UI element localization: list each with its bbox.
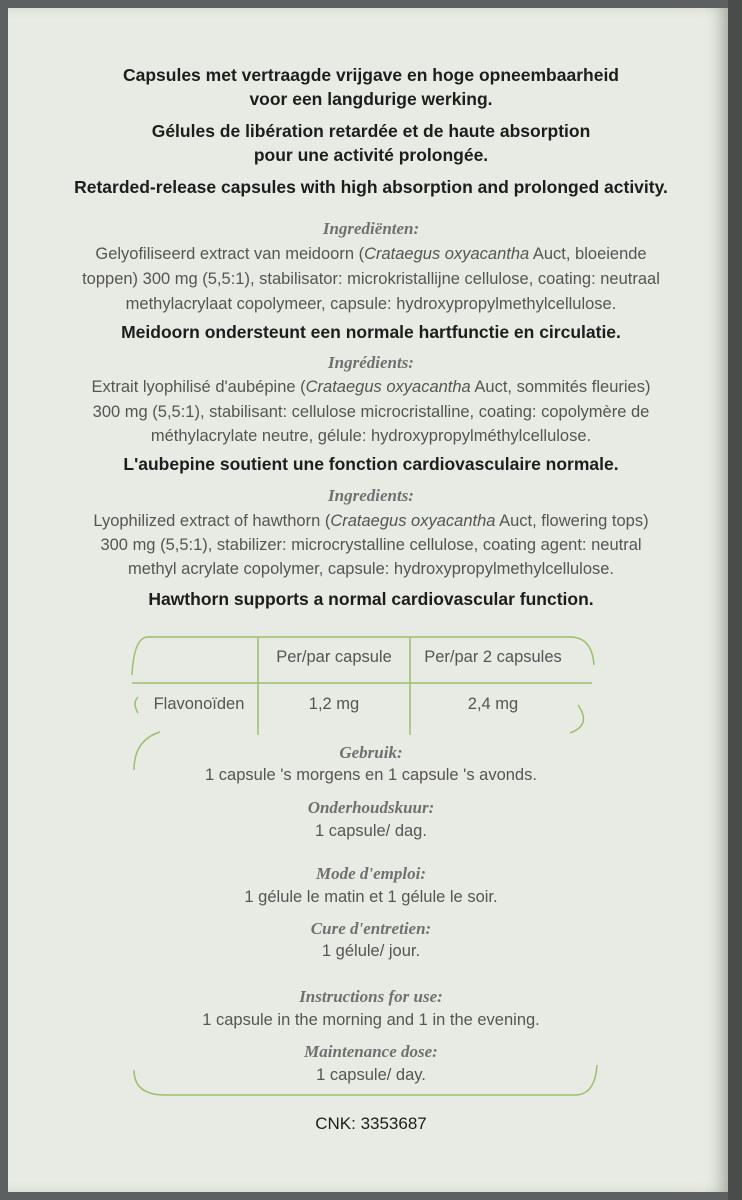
usage-fr-text: 1 gélule le matin et 1 gélule le soir.	[244, 888, 498, 906]
en-ingredients-line3: methyl acrylate copolymer, capsule: hydroxypropylmethylcellulose.	[127, 560, 615, 578]
en-ingredients-line2: 300 mg (5,5:1), stabilizer: microcrystalline cellulose, coating agent: neutral	[100, 536, 642, 554]
maintenance-fr-text: 1 gélule/ jour.	[321, 942, 421, 960]
fr-ingredients-line1: Extrait lyophilisé d'aubépine (Crataegus oxyacantha Auct, sommités fleuries)	[91, 378, 651, 396]
table-header-per-2-capsules: Per/par 2 capsules	[424, 648, 562, 666]
en-claim: Hawthorn supports a normal cardiovascular function.	[148, 589, 594, 609]
nl-ingredients-line2: toppen) 300 mg (5,5:1), stabilisator: microkristallijne cellulose, coating: neutraal	[82, 270, 660, 288]
intro-en-line1: Retarded-release capsules with high absorption and prolonged activity.	[74, 177, 668, 197]
maintenance-nl-heading: Onderhoudskuur:	[307, 798, 435, 817]
intro-nl-line1: Capsules met vertraagde vrijgave en hoge opneembaarheid	[122, 65, 619, 85]
usage-nl-text: 1 capsule 's morgens en 1 capsule 's avonds.	[205, 766, 537, 784]
usage-nl-heading: Gebruik:	[339, 743, 403, 762]
intro-fr-line2: pour une activité prolongée.	[253, 145, 489, 165]
table-value-2: 2,4 mg	[467, 695, 519, 713]
nutrition-table	[130, 635, 600, 735]
intro-fr-line1: Gélules de libération retardée et de haute absorption	[151, 121, 591, 141]
usage-fr-heading: Mode d'emploi:	[315, 864, 426, 883]
nl-ingredients-line3: methylacrylaat copolymeer, capsule: hydroxypropylmethylcellulose.	[125, 295, 617, 313]
fr-ingredients-line2: 300 mg (5,5:1), stabilisant: cellulose microcristalline, coating: copolymère de	[92, 403, 650, 421]
nl-claim: Meidoorn ondersteunt een normale hartfunctie en circulatie.	[121, 322, 621, 342]
maintenance-en-heading: Maintenance dose:	[304, 1042, 438, 1061]
fr-ingredients-line3: méthylacrylate neutre, gélule: hydroxypropylméthylcellulose.	[150, 427, 592, 445]
usage-en-heading: Instructions for use:	[299, 987, 443, 1006]
cnk-code: CNK: 3353687	[315, 1114, 427, 1133]
en-ingredients-line1: Lyophilized extract of hawthorn (Crataegus oxyacantha Auct, flowering tops)	[93, 512, 649, 530]
nl-ingredients-heading: Ingrediënten:	[322, 219, 420, 238]
usage-en-text: 1 capsule in the morning and 1 in the evening.	[202, 1011, 540, 1029]
intro-nl-line2: voor een langdurige werking.	[249, 89, 493, 109]
table-row-label: Flavonoïden	[153, 695, 245, 713]
table-header-per-capsule: Per/par capsule	[276, 648, 392, 666]
maintenance-en-text: 1 capsule/ day.	[316, 1066, 426, 1084]
nl-ingredients-line1: Gelyofiliseerd extract van meidoorn (Crataegus oxyacantha Auct, bloeiende	[95, 245, 647, 263]
fr-claim: L'aubepine soutient une fonction cardiovasculaire normale.	[123, 454, 619, 474]
maintenance-nl-text: 1 capsule/ dag.	[315, 822, 427, 840]
fr-ingredients-heading: Ingrédients:	[328, 353, 414, 372]
table-value-1: 1,2 mg	[308, 695, 360, 713]
en-ingredients-heading: Ingredients:	[328, 486, 414, 505]
maintenance-fr-heading: Cure d'entretien:	[310, 919, 432, 938]
